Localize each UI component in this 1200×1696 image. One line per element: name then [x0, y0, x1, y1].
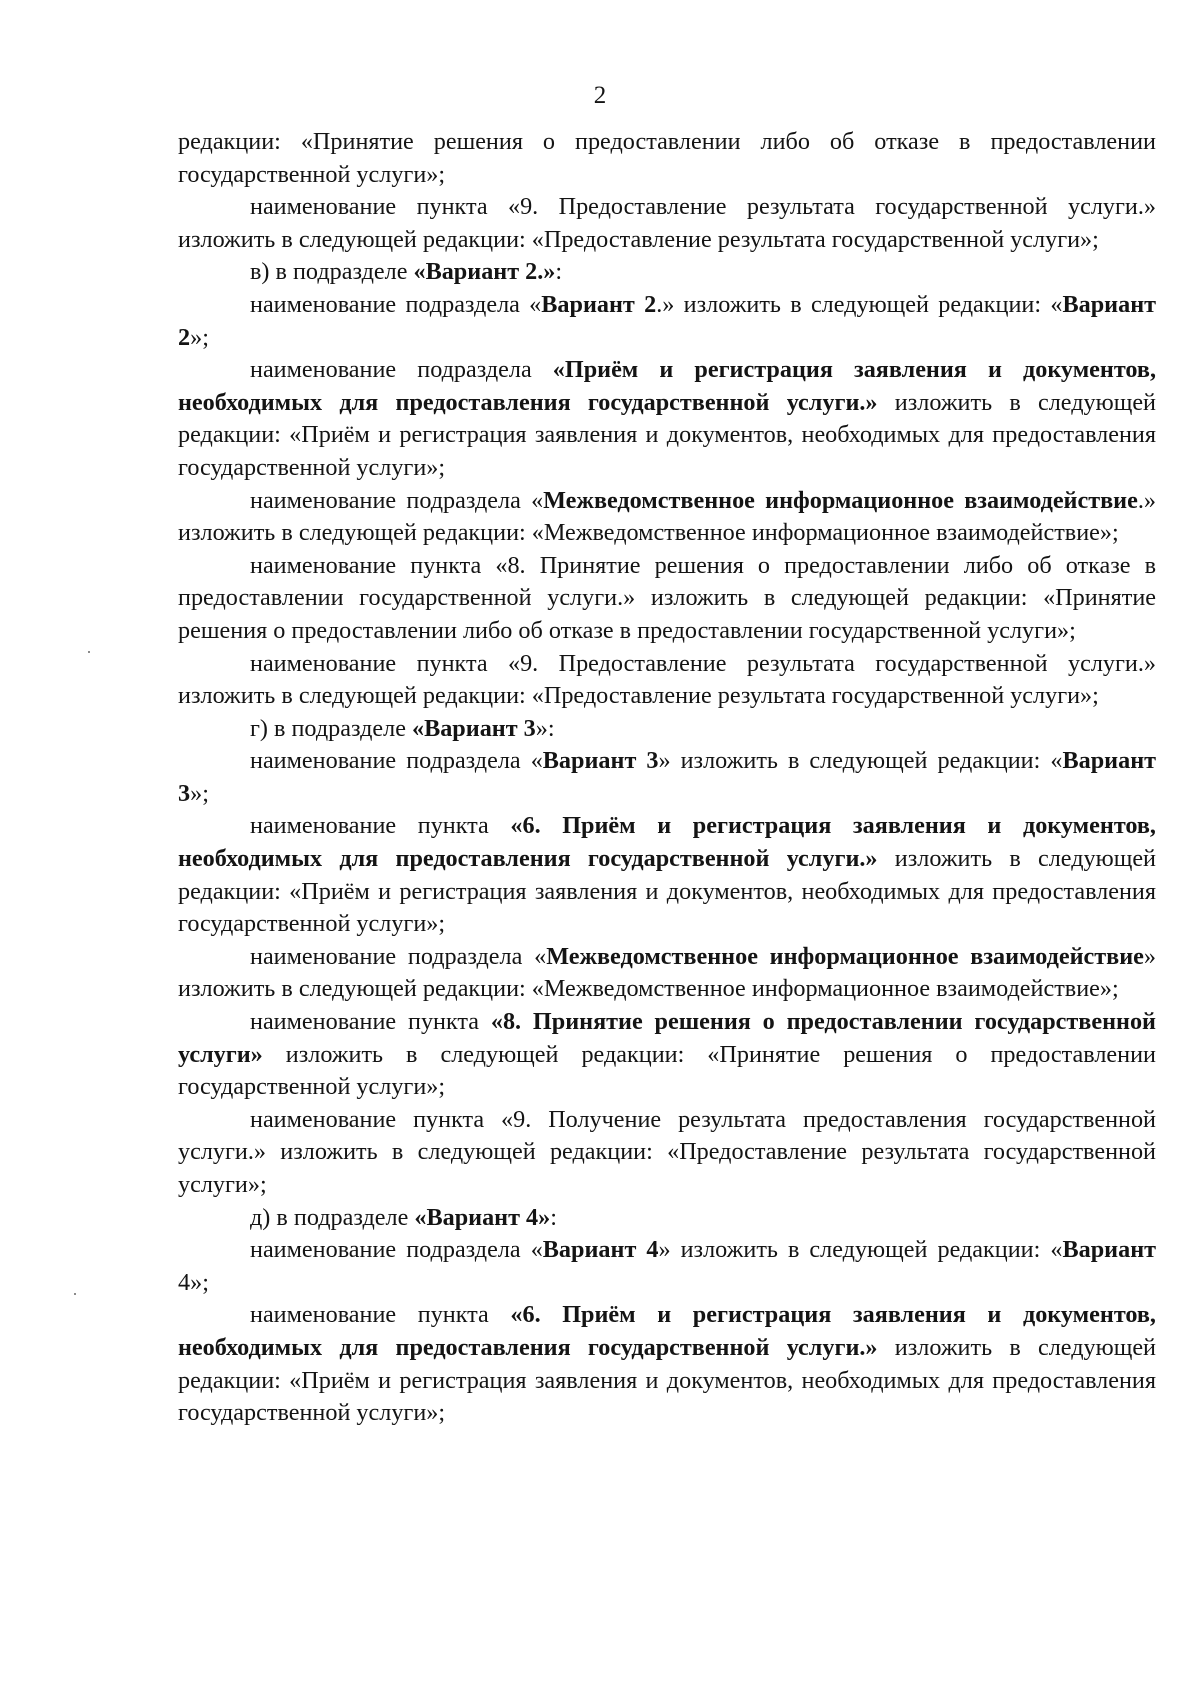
bold-text-run: «Приём и регистрация заявления и документов, необходимых для предоставления государственной услуги.» — [178, 356, 1156, 416]
bold-text-run: Вариант 2 — [541, 290, 657, 318]
paragraph — [178, 550, 1156, 648]
text-run: » изложить в следующей редакции: «Межведомственное информационное взаимодействие»; — [178, 942, 1156, 1003]
text-run: наименование подраздела — [250, 356, 553, 384]
paragraph — [178, 941, 1156, 1006]
bold-text-run: Межведомственное информационное взаимодействие — [546, 942, 1144, 970]
bold-text-run: Вариант 2 — [178, 290, 1157, 351]
text-run: наименование пункта «8. Принятие решения о предоставлении либо об отказе в предоставлении государственной услуги.» изложить в следующей редакции: «Принятие решения о предоставлении либо об отказе в предоставлении государственной услуги»; — [178, 551, 1156, 644]
text-run: наименование подраздела « — [250, 942, 547, 970]
bold-text-run: Межведомственное информационное взаимодействие — [543, 486, 1138, 514]
text-run: наименование пункта «9. Получение результата предоставления государственной услуги.» изложить в следующей редакции: «Предоставление результата государственной услуги»; — [178, 1105, 1156, 1198]
paragraph — [178, 1299, 1156, 1429]
text-run: наименование пункта — [250, 1301, 511, 1329]
bold-text-run: «8. Принятие решения о предоставлении государственной услуги» — [178, 1008, 1156, 1068]
paragraph — [178, 713, 1156, 746]
bold-text-run: Вариант 3 — [178, 747, 1157, 807]
text-run: наименование подраздела « — [250, 747, 543, 775]
text-run: наименование подраздела « — [250, 1236, 543, 1264]
document-body — [178, 126, 1156, 1430]
text-run: изложить в следующей редакции: «Приём и регистрация заявления и документов, необходимых для предоставления государственной услуги»; — [178, 845, 1157, 938]
text-run: » изложить в следующей редакции: « — [658, 1236, 1063, 1264]
paragraph — [178, 1234, 1156, 1299]
text-run: наименование пункта «9. Предоставление результата государственной услуги.» изложить в следующей редакции: «Предоставление результата государственной услуги»; — [178, 193, 1156, 253]
text-run: .» изложить в следующей редакции: « — [656, 290, 1063, 318]
paragraph — [178, 354, 1156, 484]
page-number: 2 — [593, 82, 607, 109]
text-run: д) в подразделе — [250, 1203, 415, 1231]
text-run: наименование пункта — [250, 812, 511, 840]
text-run: .» изложить в следующей редакции: «Межведомственное информационное взаимодействие»; — [178, 486, 1156, 547]
text-run: изложить в следующей редакции: «Приём и регистрация заявления и документов, необходимых для предоставления государственной услуги»; — [178, 388, 1157, 481]
text-run: в) в подразделе — [250, 258, 414, 286]
paragraph — [178, 1006, 1156, 1104]
bold-text-run: «6. Приём и регистрация заявления и документов, необходимых для предоставления государственной услуги.» — [178, 812, 1156, 873]
bold-text-run: Вариант — [1062, 1236, 1157, 1264]
paragraph — [178, 289, 1156, 354]
paragraph — [178, 810, 1156, 940]
bold-text-run: «6. Приём и регистрация заявления и документов, необходимых для предоставления государственной услуги.» — [178, 1301, 1156, 1361]
bold-text-run: «Вариант 4» — [414, 1203, 551, 1231]
text-run: наименование подраздела « — [250, 486, 544, 514]
text-run: : — [555, 258, 563, 286]
text-run: изложить в следующей редакции: «Приём и регистрация заявления и документов, необходимых для предоставления государственной услуги»; — [178, 1333, 1157, 1427]
bold-text-run: Вариант 4 — [542, 1236, 659, 1264]
scan-speck — [74, 1293, 76, 1295]
bold-text-run: «Вариант 2.» — [413, 258, 556, 286]
text-run: редакции: «Принятие решения о предоставлении либо об отказе в предоставлении государственной услуги»; — [178, 128, 1156, 188]
paragraph — [178, 1104, 1156, 1202]
paragraph — [178, 745, 1156, 810]
text-run: 4»; — [178, 1268, 209, 1296]
paragraph — [178, 256, 1156, 289]
text-run: наименование пункта «9. Предоставление результата государственной услуги.» изложить в следующей редакции: «Предоставление результата государственной услуги»; — [178, 649, 1156, 710]
text-run: »; — [190, 323, 209, 351]
paragraph — [178, 648, 1156, 713]
text-run: наименование подраздела « — [250, 290, 542, 318]
paragraph — [178, 485, 1156, 550]
paragraph — [178, 1202, 1156, 1235]
text-run: наименование пункта — [250, 1008, 491, 1036]
text-run: »: — [535, 714, 555, 742]
text-run: »; — [190, 779, 209, 807]
text-run: изложить в следующей редакции: «Принятие решения о предоставлении государственной услуги»; — [178, 1040, 1156, 1101]
scan-speck — [88, 651, 90, 653]
text-run: » изложить в следующей редакции: « — [658, 747, 1063, 775]
text-run: : — [550, 1203, 557, 1231]
paragraph — [178, 126, 1156, 191]
bold-text-run: «Вариант 3 — [411, 714, 536, 742]
text-run: г) в подразделе — [250, 714, 412, 742]
paragraph — [178, 191, 1156, 256]
bold-text-run: Вариант 3 — [542, 747, 659, 775]
